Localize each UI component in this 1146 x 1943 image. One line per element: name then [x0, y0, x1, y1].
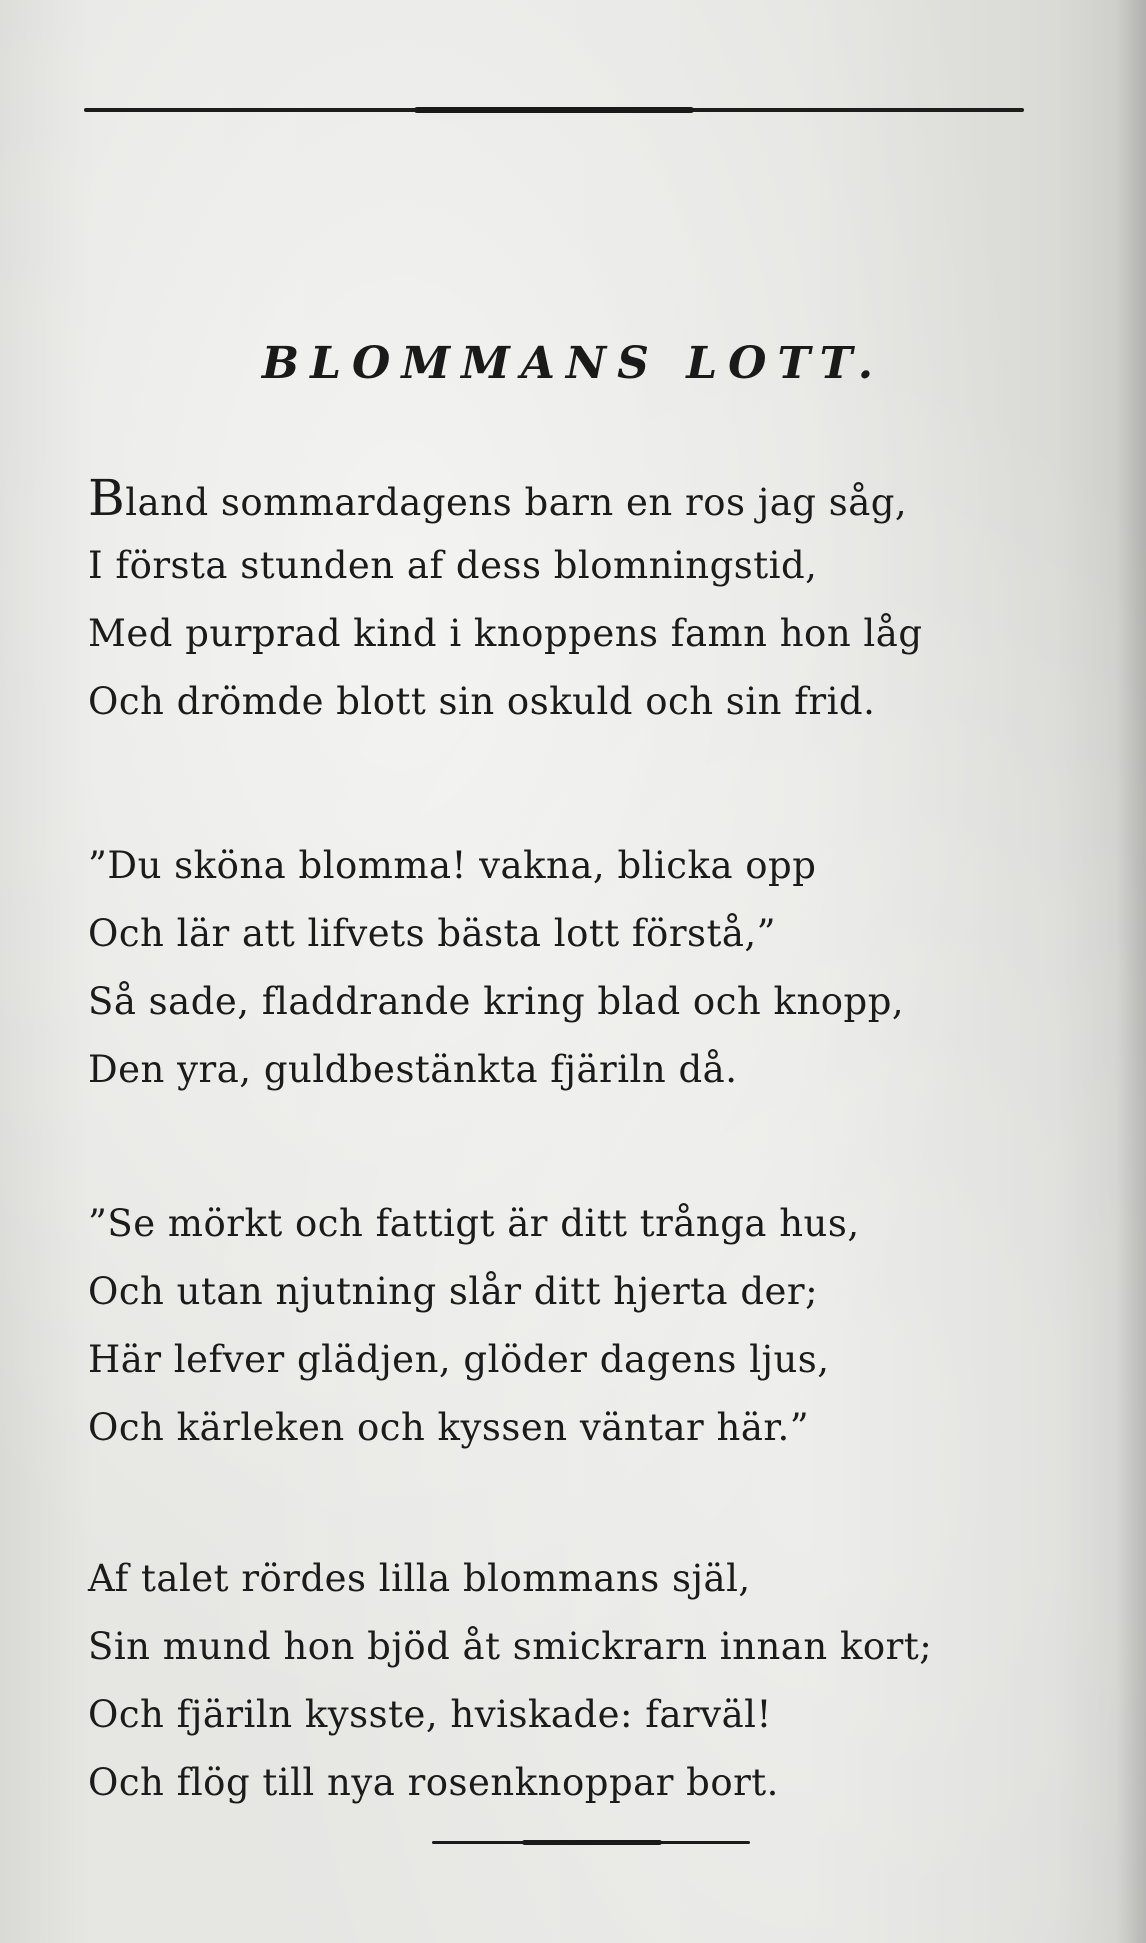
bottom-rule	[432, 1841, 750, 1844]
poem-line: Och drömde blott sin oskuld och sin frid.	[88, 680, 876, 723]
page-edge-shadow	[1116, 0, 1146, 1943]
poem-line: Af talet rördes lilla blommans själ,	[88, 1557, 751, 1600]
line-text: land sommardagens barn en ros jag såg,	[125, 481, 908, 524]
poem-line: Den yra, guldbestänkta fjäriln då.	[88, 1048, 738, 1091]
stanza-2	[88, 832, 1098, 1104]
stanza-3	[88, 1190, 1098, 1462]
poem-title: BLOMMANS LOTT.	[261, 338, 885, 389]
poem-line: Och utan njutning slår ditt hjerta der;	[88, 1270, 819, 1313]
initial-letter: B	[88, 469, 126, 527]
poem-line: ”Du sköna blomma! vakna, blicka opp	[88, 844, 817, 887]
poem-line: I första stunden af dess blomningstid,	[88, 544, 818, 587]
poem-line: Här lefver glädjen, glöder dagens ljus,	[88, 1338, 830, 1381]
poem-line: Med purprad kind i knoppens famn hon låg	[88, 612, 923, 655]
stanza-1	[88, 464, 1098, 736]
stanza-4	[88, 1545, 1098, 1817]
top-rule	[84, 108, 1024, 112]
poem-line: Och flög till nya rosenknoppar bort.	[88, 1761, 779, 1804]
poem-line: Så sade, fladdrande kring blad och knopp,	[88, 980, 905, 1023]
poem-line: Och fjäriln kysste, hviskade: farväl!	[88, 1693, 772, 1736]
poem-line: Sin mund hon bjöd åt smickrarn innan kort;	[88, 1625, 933, 1668]
poem-line	[88, 464, 1098, 532]
poem-line: Och kärleken och kyssen väntar här.”	[88, 1406, 810, 1449]
poem-line: Och lär att lifvets bästa lott förstå,”	[88, 912, 777, 955]
poem-line: ”Se mörkt och fattigt är ditt trånga hus,	[88, 1202, 860, 1245]
